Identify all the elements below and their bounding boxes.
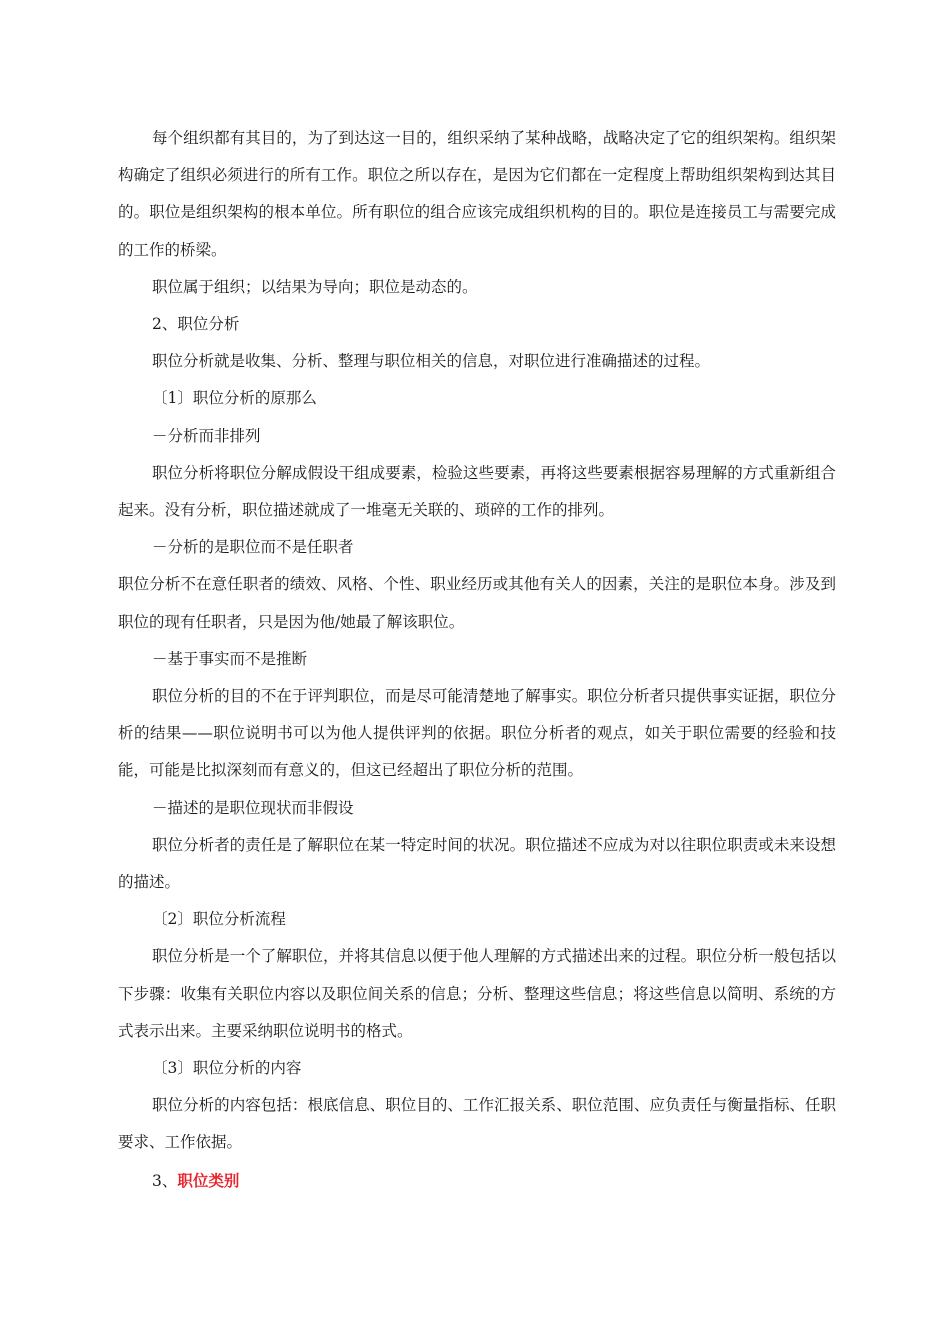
section-heading-position-categories [118, 1162, 836, 1200]
paragraph-facts-not-inference: 职位分析的目的不在于评判职位，而是尽可能清楚地了解事实。职位分析者只提供事实证据，职位分析的结果——职位说明书可以为他人提供评判的依据。职位分析者的观点，如关于职位需要的经验和技能，可能是比拟深刻而有意义的，但这已经超出了职位分析的范围。 [118, 687, 836, 780]
paragraph-position-not-holder: 职位分析不在意任职者的绩效、风格、个性、职业经历或其他有关人的因素，关注的是职位本身。涉及到职位的现有任职者，只是因为他/她最了解该职位。 [118, 575, 836, 631]
paragraph-org-purpose: 每个组织都有其目的，为了到达这一目的，组织采纳了某种战略，战略决定了它的组织架构。组织架构确定了组织必须进行的所有工作。职位之所以存在，是因为它们都在一定程度上帮助组织架构到达其目的。职位是组织架构的根本单位。所有职位的组合应该完成组织机构的目的。职位是连接员工与需要完成的工作的桥梁。 [118, 129, 836, 259]
paragraph-position-traits: 职位属于组织；以结果为导向；职位是动态的。 [152, 277, 478, 296]
section-heading-job-analysis: 2、职位分析 [152, 315, 240, 334]
subheading-principles: 〔1〕职位分析的原那么 [152, 389, 317, 408]
paragraph-current-not-assumed: 职位分析者的责任是了解职位在某一特定时间的状况。职位描述不应成为对以往职位职责或未来设想的描述。 [118, 835, 836, 892]
subheading-content: 〔3〕职位分析的内容 [152, 1059, 302, 1078]
section-number: 3、 [152, 1171, 178, 1190]
paragraph-content: 职位分析的内容包括：根底信息、职位目的、工作汇报关系、职位范围、应负责任与衡量指标、任职要求、工作依据。 [118, 1096, 836, 1152]
document-page [118, 120, 836, 1200]
principle-current-not-assumed: －描述的是职位现状而非假设 [152, 798, 354, 817]
paragraph-process: 职位分析是一个了解职位，并将其信息以便于他人理解的方式描述出来的过程。职位分析一般包括以下步骤：收集有关职位内容以及职位间关系的信息；分析、整理这些信息；将这些信息以简明、系统的方式表示出来。主要采纳职位说明书的格式。 [118, 947, 836, 1040]
section-title: 职位类别 [177, 1170, 240, 1190]
paragraph-job-analysis-definition: 职位分析就是收集、分析、整理与职位相关的信息，对职位进行准确描述的过程。 [152, 352, 711, 371]
principle-facts-not-inference: －基于事实而不是推断 [152, 649, 308, 668]
paragraph-analysis-not-listing: 职位分析将职位分解成假设干组成要素，检验这些要素，再将这些要素根据容易理解的方式重新组合起来。没有分析，职位描述就成了一堆毫无关联的、琐碎的工作的排列。 [118, 463, 836, 520]
principle-position-not-holder: －分析的是职位而不是任职者 [152, 538, 354, 557]
principle-analysis-not-listing: －分析而非排列 [152, 426, 261, 445]
subheading-process: 〔2〕职位分析流程 [152, 910, 286, 929]
